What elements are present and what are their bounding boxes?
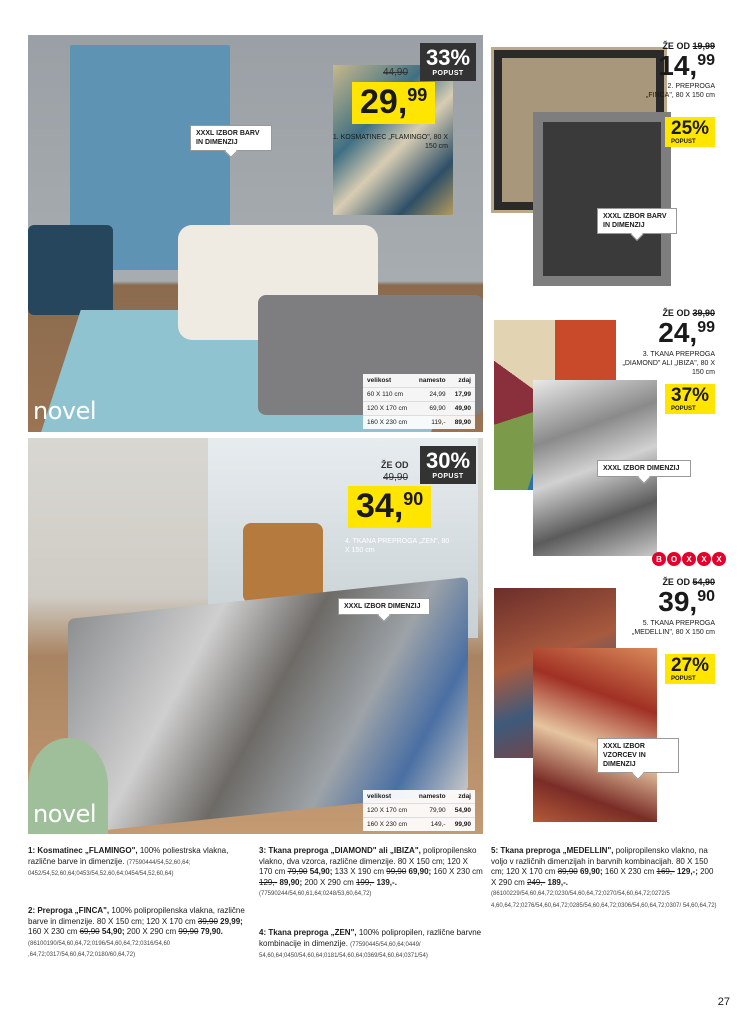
discount-label: POPUST: [432, 473, 464, 480]
cell-now: 17,99: [450, 388, 475, 402]
desc-new-price: 89,90;: [279, 877, 303, 887]
col-was: namesto: [418, 793, 446, 800]
price-integer: 34,: [356, 487, 404, 525]
product-name-diamond: 3. TKANA PREPROGA „DIAMOND" ALI „IBIZA", 80 X 150 cm: [622, 351, 715, 376]
table-row: [363, 818, 475, 832]
desc-old-price: 199,-: [355, 877, 375, 887]
col-size: velikost: [367, 793, 392, 800]
price-medellin: [640, 588, 715, 616]
desc-size: 200 X 290 cm: [491, 867, 714, 887]
price-integer: 24,: [658, 317, 698, 348]
rug-finca-grey: [533, 112, 671, 286]
old-price-zen: 49,90: [383, 472, 409, 483]
price-decimal: 90: [697, 588, 715, 605]
table-row: [363, 804, 475, 818]
description-diamond: [259, 846, 483, 900]
desc-size: 200 X 290 cm: [124, 927, 177, 936]
desc-size: 160 X 230 cm: [28, 927, 78, 936]
boxxx-letter: X: [697, 552, 711, 566]
cell-now: 89,90: [450, 416, 475, 430]
desc-title: 4: Tkana preproga „ZEN",: [259, 928, 357, 937]
desc-size: 160 X 230 cm: [602, 867, 655, 876]
page-number: 27: [717, 996, 730, 1008]
old-price-flamingo: 44,90: [383, 67, 409, 78]
desc-text: 100% poliestrska vlakna, različne barve in dimenzije.: [28, 846, 229, 866]
col-size: velikost: [367, 377, 392, 384]
discount-label: POPUST: [671, 139, 696, 145]
discount-percent: 30%: [425, 448, 471, 473]
cell-size: 60 X 110 cm: [363, 388, 413, 402]
col-was: namesto: [418, 377, 446, 384]
desc-new-price: 29,99;: [220, 916, 243, 926]
desc-text: 100% polipropilenska vlakna, različne barve in dimenzije. 80 X 150 cm; 120 X 170 cm: [28, 906, 245, 926]
desc-old-price: 79,90: [287, 867, 308, 876]
desc-code: (77590445/54,60,64;0449/ 54,60,64;0450/54,60,64;0181/54,60,64;0369/54,60,64;0371/54): [259, 941, 428, 959]
discount-percent: 37%: [671, 385, 710, 406]
discount-badge-medellin: [665, 654, 715, 684]
discount-badge-flamingo: [420, 43, 476, 81]
size-table-zen: [363, 790, 475, 831]
brand-logo: novel: [33, 397, 97, 425]
product-name-medellin: 5. TKANA PREPROGA „MEDELLIN", 80 X 150 cm: [631, 620, 715, 636]
price-integer: 29,: [360, 83, 408, 121]
boxxx-letter: B: [652, 552, 666, 566]
desc-new-price: 129,-;: [676, 867, 698, 876]
cell-was: 79,90: [413, 804, 449, 818]
ze-od-zen: ŽE OD: [381, 460, 409, 470]
boxxx-letter: O: [667, 552, 681, 566]
discount-percent: 33%: [425, 45, 471, 70]
discount-percent: 27%: [671, 655, 710, 676]
old-price: 19,99: [692, 41, 715, 51]
desc-title: 1: Kosmatinec „FLAMINGO",: [28, 846, 138, 855]
tag-choice-zen: XXXL IZBOR DIMENZIJ: [338, 598, 430, 615]
old-price: 54,90: [692, 577, 715, 587]
col-now: zdaj: [458, 793, 471, 800]
desc-text: polipropilensko vlakno, na voljo v različnih dimenzijah in barvnih kombinacijah. 80 X 150 cm; 120 X 170 cm: [491, 846, 709, 876]
desc-old-price: 129,-: [259, 877, 278, 887]
cell-was: 69,90: [413, 402, 449, 416]
tag-choice-finca: XXXL IZBOR BARV IN DIMENZIJ: [597, 208, 677, 234]
discount-label: POPUST: [671, 406, 696, 412]
table-row: [363, 416, 475, 430]
discount-percent: 25%: [671, 118, 710, 139]
desc-title: 5: Tkana preproga „MEDELLIN",: [491, 846, 614, 855]
price-flamingo: [352, 82, 435, 124]
cell-size: 160 X 230 cm: [363, 416, 413, 430]
ze-od: ŽE OD: [662, 41, 690, 51]
price-finca: [640, 52, 715, 80]
rug-medellin-b: [533, 648, 657, 822]
desc-code: (86100190/54,60,64,72;0196/54,60,64,72;0316/54,60 ,64,72;0317/54,60,64,72;0180/60,64,72): [28, 940, 171, 958]
price-decimal: 99: [697, 319, 715, 336]
cell-size: 120 X 170 cm: [363, 402, 413, 416]
table-row: [363, 402, 475, 416]
discount-label: POPUST: [671, 676, 696, 682]
price-zen: [348, 486, 431, 528]
desc-new-price: 54,90;: [309, 867, 333, 876]
cell-size: 160 X 230 cm: [363, 818, 413, 832]
desc-old-price: 39,90: [197, 916, 218, 926]
desc-title: 2: Preproga „FINCA",: [28, 906, 110, 915]
description-finca: [28, 906, 254, 961]
tag-choice-flamingo: XXXL IZBOR BARV IN DIMENZIJ: [190, 125, 272, 151]
desc-new-price: 54,90;: [101, 927, 125, 936]
cell-now: 99,90: [450, 818, 475, 832]
cell-size: 120 X 170 cm: [363, 804, 413, 818]
discount-label: POPUST: [432, 70, 464, 77]
ze-od: ŽE OD: [662, 308, 690, 318]
ze-od: ŽE OD: [662, 577, 690, 587]
discount-badge-zen: [420, 446, 476, 484]
desc-title: 3: Tkana preproga „DIAMOND" ali „IBIZA",: [259, 846, 421, 855]
cell-now: 54,90: [450, 804, 475, 818]
tag-choice-medellin: XXXL IZBOR VZORCEV IN DIMENZIJ: [597, 738, 679, 773]
price-integer: 14,: [658, 50, 698, 81]
desc-old-price: 89,90: [557, 867, 578, 876]
description-zen: [259, 928, 483, 962]
desc-text: polipropilensko vlakno, dva vzorca, različne dimenzije. 80 X 150 cm; 120 X 170 cm: [259, 846, 477, 876]
desc-size: 160 X 230 cm: [431, 867, 483, 876]
desc-size: 133 X 190 cm: [332, 867, 385, 876]
boxxx-letter: X: [682, 552, 696, 566]
price-decimal: 99: [407, 85, 428, 105]
cell-was: 149,-: [413, 818, 449, 832]
desc-old-price: 69,90: [79, 927, 100, 936]
desc-size: 200 X 290 cm: [302, 877, 354, 887]
product-name-zen: 4. TKANA PREPROGA „ZEN", 80 X 150 cm: [345, 538, 450, 554]
desc-new-price: 189,-.: [547, 877, 568, 887]
description-flamingo: [28, 846, 250, 880]
price-decimal: 90: [403, 489, 424, 509]
price-diamond: [640, 319, 715, 347]
description-medellin: [491, 846, 717, 911]
desc-text: 100% polipropilen, različne barvne kombinacije in dimenzije.: [259, 928, 482, 948]
boxxx-letter: X: [712, 552, 726, 566]
armchair-blue: [28, 225, 113, 315]
product-name-flamingo: 1. KOSMATINEC „FLAMINGO", 80 X 150 cm: [332, 134, 448, 150]
discount-badge-finca: [665, 117, 715, 147]
table-row: [363, 388, 475, 402]
price-decimal: 99: [697, 52, 715, 69]
price-integer: 39,: [658, 586, 698, 617]
desc-old-price: 99,90: [386, 867, 407, 876]
desc-code: (77590444/54,52,60,64; 0452/54,52,60,64;0453/54,52,60,64;0454/54,52,60,64): [28, 859, 191, 877]
desc-code: (77590244/54,60,61,64;0248/53,60,64,72): [259, 891, 372, 897]
boxxx-logo: [652, 552, 726, 566]
cell-was: 119,-: [413, 416, 449, 430]
desc-new-price: 139,-.: [376, 877, 397, 887]
brand-logo: novel: [33, 800, 97, 828]
cell-now: 49,90: [450, 402, 475, 416]
tag-choice-diamond: XXXL IZBOR DIMENZIJ: [597, 460, 691, 477]
desc-code: (86100229/54,60,64,72;0230/54,60,64,72;0270/54,60,64,72;0272/5 4,60,64,72;0276/54,60,64,72;0285/54,60,64,72;0306/54,60,64,72;0307/ 54,60,64,72): [491, 891, 717, 909]
desc-old-price: 169,-: [656, 867, 675, 876]
desc-old-price: 249,-: [527, 877, 546, 887]
product-name-finca: 2. PREPROGA „FINCA", 80 X 150 cm: [645, 83, 715, 99]
desc-new-price: 69,90;: [408, 867, 432, 876]
size-table-flamingo: [363, 374, 475, 429]
desc-new-price: 79,90.: [200, 927, 223, 936]
desc-old-price: 99,90: [178, 927, 199, 936]
discount-badge-diamond: [665, 384, 715, 414]
cell-was: 24,99: [413, 388, 449, 402]
old-price: 39,90: [692, 308, 715, 318]
desc-new-price: 69,90;: [579, 867, 603, 876]
armchair-orange: [243, 523, 323, 603]
col-now: zdaj: [458, 377, 471, 384]
